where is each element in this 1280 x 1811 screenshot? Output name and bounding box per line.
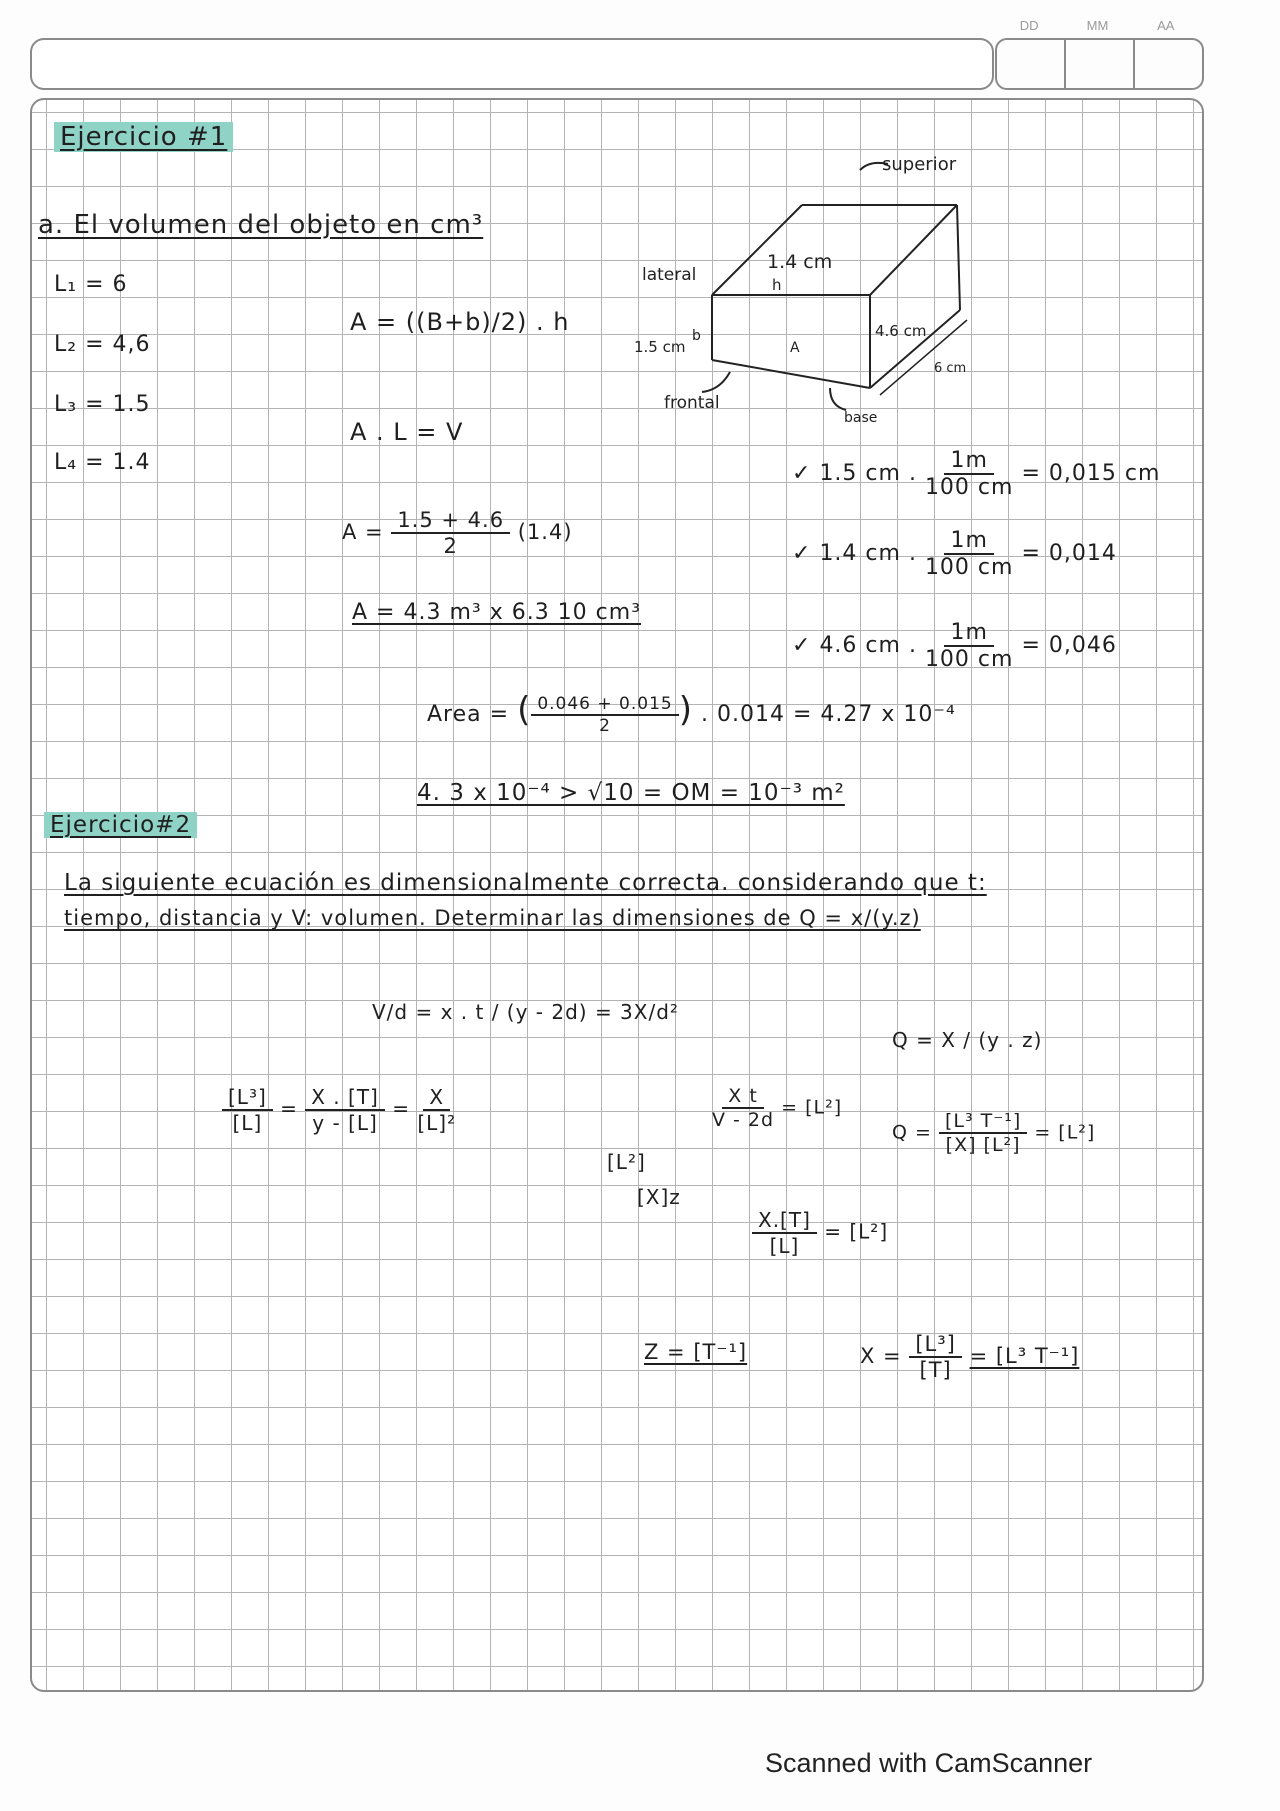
ex2-xt-eq: $\frac{\text{X t}}{V - 2d}$ = [L²] [712, 1085, 843, 1131]
prism-top-right-depth [870, 205, 957, 295]
volume-formula: A . L = V [350, 418, 464, 446]
date-field-box [995, 38, 1204, 90]
conversion-1: ✓ 1.5 cm . $\frac{1m}{100 cm}$ = 0,015 cm [792, 448, 1161, 500]
length-l3: L₃ = 1.5 [54, 392, 151, 417]
scanner-watermark: Scanned with CamScanner [765, 1748, 1093, 1778]
q-definition: Q = X / (y . z) [892, 1028, 1043, 1052]
volume-result: A = 4.3 m³ x 6.3 10 cm³ [352, 600, 642, 625]
z-result: Z = [T⁻¹] [644, 1340, 748, 1364]
final-result: 4. 3 x 10⁻⁴ > √10 = OM = 10⁻³ m² [417, 780, 845, 806]
conversion-2: ✓ 1.4 cm . $\frac{1m}{100 cm}$ = 0,014 [792, 528, 1117, 580]
ex2-title: Ejercicio#2 [44, 812, 197, 838]
label-h: h [772, 276, 782, 294]
length-l1: L₁ = 6 [54, 272, 128, 297]
prism-back-edge [957, 205, 960, 310]
label-superior: superior [882, 154, 957, 175]
length-l2: L₂ = 4,6 [54, 332, 151, 357]
prism-bottom-edge [712, 360, 870, 388]
label-depth-dim: 6 cm [934, 361, 967, 376]
area-calc: A = $\frac{1.5 + 4.6}{2}$ (1.4) [342, 508, 573, 558]
label-side-dim: 4.6 cm [875, 322, 927, 340]
length-l4: L₄ = 1.4 [54, 450, 151, 475]
l2-term: [L²] [607, 1150, 646, 1174]
date-label-month: MM [1086, 18, 1109, 33]
ex1-statement: a. El volumen del objeto en cm³ [38, 210, 484, 240]
ex2-dimensional-eq: $\frac{\text{[L³]}}{[L]}$ = $\frac{X . [T]}{y - [L]}$ = $\frac{X}{\text{[L]²}}$ [222, 1085, 456, 1135]
date-label-year: AA [1157, 18, 1175, 33]
ex2-statement-line1: La siguiente ecuación es dimensionalmente correcta. considerando que t: [64, 870, 987, 896]
label-frontal: frontal [664, 393, 720, 413]
x-result: X = $\frac{\text{[L³]}}{[T]}$ = [L³ T⁻¹] [860, 1332, 1080, 1382]
q-result: Q = $\frac{\text{[L³ T⁻¹]}}{\text{[X] [L²]}}$ = [L²] [892, 1110, 1096, 1156]
prism-top-left-depth [712, 205, 802, 295]
label-A: A [790, 340, 800, 356]
prism-diagram [612, 140, 1204, 440]
date-label-day: DD [1019, 18, 1039, 33]
ex2-statement-line2: tiempo, distancia y V: volumen. Determinar las dimensiones de Q = x/(y.z) [64, 906, 921, 930]
label-b: b [692, 328, 701, 344]
label-left-dim: 1.5 cm [634, 338, 686, 356]
conversion-3: ✓ 4.6 cm . $\frac{1m}{100 cm}$ = 0,046 [792, 620, 1117, 672]
grid-notebook-page [30, 98, 1204, 1692]
label-lateral: lateral [642, 265, 697, 285]
frontal-arrow [702, 372, 730, 392]
ex1-title: Ejercicio #1 [54, 122, 233, 152]
base-arrow [830, 388, 846, 410]
ex2-eq3: $\frac{X.[T]}{[L]}$ = [L²] [752, 1208, 888, 1258]
area-formula: A = ((B+b)/2) . h [350, 308, 570, 336]
xz-term: [X]z [637, 1185, 681, 1209]
ex2-equation: V/d = x . t / (y - 2d) = 3X/d² [372, 1000, 679, 1024]
area-numeric-calc: Area = ( $\frac{0.046 + 0.015}{2}$ ) . 0.014 = 4.27 x 10⁻⁴ [427, 690, 956, 736]
label-top-dim: 1.4 cm [767, 251, 833, 273]
date-labels [995, 18, 1200, 33]
label-base: base [844, 410, 878, 426]
title-field-box [30, 38, 994, 90]
